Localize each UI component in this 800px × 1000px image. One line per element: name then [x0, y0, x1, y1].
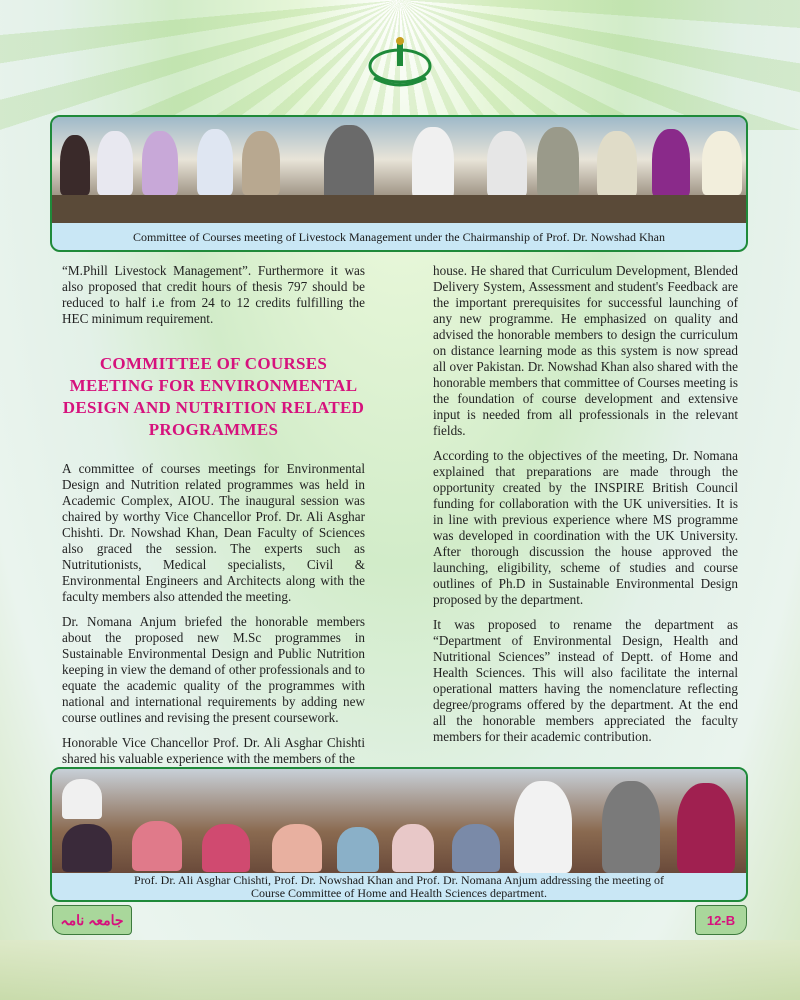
right-column [433, 263, 738, 754]
article-heading: COMMITTEE OF COURSES MEETING FOR ENVIRONMENTAL DESIGN AND NUTRITION RELATED PROGRAMMES [62, 354, 365, 439]
body-paragraph: Honorable Vice Chancellor Prof. Dr. Ali Asghar Chishti shared his valuable experience with the members of the [62, 735, 365, 766]
body-paragraph: It was proposed to rename the department as “Department of Environmental Design, Health and Nutritional Sciences” instead of Deptt. of Home and Health Sciences. This will also facilitate the internal operational matters having the nomenclature reflecting degree/programs offered by the department. At the end all the honorable members appreciated the faculty members for their academic contribution. [433, 617, 738, 744]
bottom-meeting-photo [52, 769, 746, 873]
body-paragraph: Dr. Nomana Anjum briefed the honorable members about the proposed new M.Sc programmes in Sustainable Environmental Design and Public Nutrition keeping in view the demand of other professionals and to equate the academic quality of the programmes with national and international requirements by adding new course outlines and revising the present coursework. [62, 614, 365, 725]
body-paragraph: A committee of courses meetings for Environmental Design and Nutrition related programmes was held in Academic Complex, AIOU. The inaugural session was chaired by worthy Vice Chancellor Prof. Dr. Ali Asghar Chishti. Dr. Nowshad Khan, Dean Faculty of Sciences also graced the session. The experts such as Nutritutionists, Medical specialists, Civil & Environmental Engineers and Architects along with the faculty members also attended the meeting. [62, 461, 365, 604]
intro-paragraph: “M.Phill Livestock Management”. Furthermore it was also proposed that credit hours of thesis 797 should be reduced to half i.e from 24 to 12 credits fulfilling the HEC minimum requirement. [62, 263, 365, 326]
body-paragraph: house. He shared that Curriculum Development, Blended Delivery System, Assessment and student's Feedback are the important prerequisites for successful launching of any new programme. He emphasized on quality and advised the honorable members to design the curriculum on distance learning mode as this system is now spread all over Pakistan. Dr. Nowshad Khan also shared with the honorable members that committee of Courses meeting is the foundation of course development and extensive input is needed from all professionals in the relevant fields. [433, 263, 738, 438]
top-photo-frame [50, 115, 748, 252]
top-meeting-photo [52, 117, 746, 223]
caption-line: Course Committee of Home and Health Sciences department. [251, 886, 547, 900]
publication-name: جامعہ نامہ [60, 911, 124, 928]
page-number-tab [695, 905, 747, 935]
publication-name-tab [52, 905, 132, 935]
bottom-photo-frame [50, 767, 748, 902]
body-paragraph: According to the objectives of the meeting, Dr. Nomana explained that preparations are made through the opportunity created by the INSPIRE British Council funding for collaboration with the UK universities. It is in line with previous experience where MS programme was developed in coordination with the UK University. After thorough discussion the house approved the launching, eligibility, scheme of studies and course outlines of Ph.D in Sustainable Environmental Design proposed by the department. [433, 448, 738, 607]
left-column [62, 263, 365, 776]
decorative-floor [0, 940, 800, 1000]
caption-line: Prof. Dr. Ali Asghar Chishti, Prof. Dr. Nowshad Khan and Prof. Dr. Nomana Anjum addressing the meeting of [134, 873, 664, 887]
bottom-photo-caption [52, 873, 746, 900]
university-logo [364, 36, 436, 88]
page-number: 12-B [706, 912, 736, 928]
top-photo-caption: Committee of Courses meeting of Livestock Management under the Chairmanship of Prof. Dr. Nowshad Khan [133, 230, 665, 244]
